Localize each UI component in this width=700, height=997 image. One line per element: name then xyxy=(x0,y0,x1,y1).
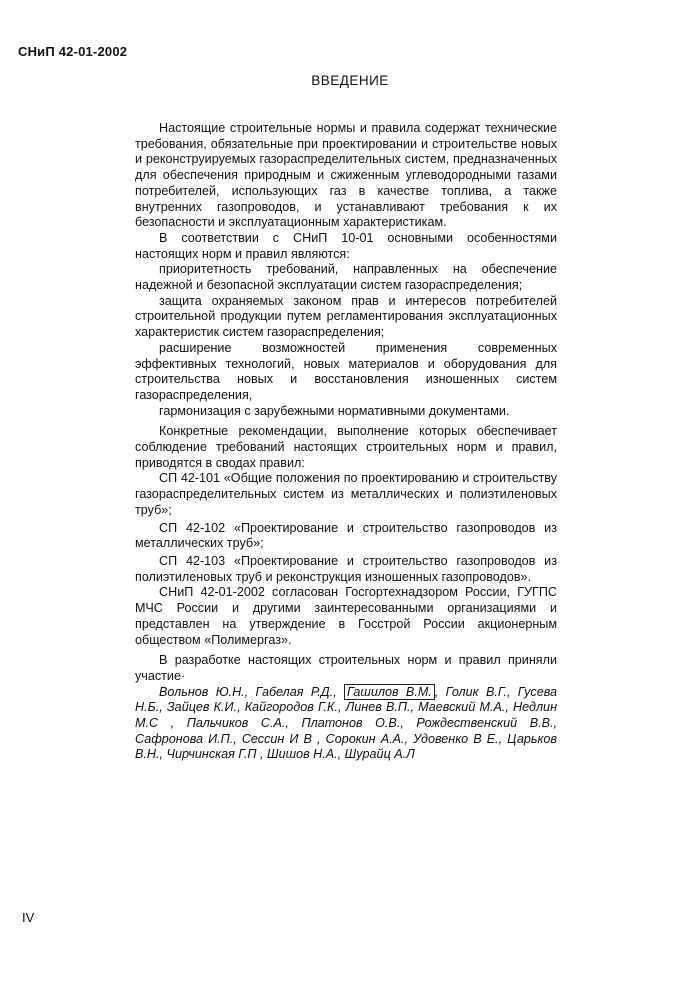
paragraph-feature-harmonization: гармонизация с зарубежными нормативными документами. xyxy=(159,403,510,418)
paragraph-approval: СНиП 42-01-2002 согласован Госгортехнадзором России, ГУГПС МЧС России и другими заинтересованными организациями и представлен на утверждение в Госстрой России акционерным обществом «Полимергаз». xyxy=(135,585,557,647)
page-number: IV xyxy=(22,910,35,925)
paragraph-sp-42-102: СП 42-102 «Проектирование и строительство газопроводов из металлических труб»; xyxy=(135,520,557,551)
highlighted-author: Гашилов В.М. xyxy=(344,684,435,700)
authors-after: , Голик В.Г., Гусева Н.Б., Зайцев К.И., Кайгородов Г.К., Линев В.П., Маевский М.А., Недлин М.С , Пальчиков С.А., Платонов О.В., Рождественский В.В., Сафронова И.П., Сессин И В , Сорокин А.А., Удовенко В Е., Царьков В.Н., Чирчинская Г.П , Шишов Н.А., Шурайц А.Л xyxy=(135,684,557,762)
paragraph-feature-technologies: расширение возможностей применения современных эффективных технологий, новых материалов и оборудования для строительства новых и восстановления изношенных систем газораспределения, xyxy=(135,340,557,402)
paragraph-intro: Настоящие строительные нормы и правила содержат технические требования, обязательные при проектировании и строительстве новых и реконструируемых газораспределительных систем, предназначенных для обеспечения природным и сжиженным углеводородными газами потребителей, использующих газ в качестве топлива, а также внутренних газопроводов, и устанавливают требования к их безопасности и эксплуатационным характеристикам. xyxy=(135,121,557,230)
body-text xyxy=(135,121,557,763)
document-code: СНиП 42-01-2002 xyxy=(18,44,128,59)
paragraph-feature-priority: приоритетность требований, направленных на обеспечение надежной и безопасной эксплуатации систем газораспределения; xyxy=(135,262,557,293)
paragraph-recommendations: Конкретные рекомендации, выполнение которых обеспечивает соблюдение требований настоящих строительных норм и правил, приводятся в сводах правил: xyxy=(135,424,557,470)
section-title: ВВЕДЕНИЕ xyxy=(311,73,389,88)
authors-before: Вольнов Ю.Н., Габелая Р.Д., xyxy=(159,684,337,699)
paragraph-sp-42-103: СП 42-103 «Проектирование и строительство газопроводов из полиэтиленовых труб и реконструкция изношенных газопроводов». xyxy=(135,553,557,584)
paragraph-participants-lead: В разработке настоящих строительных норм и правил приняли участие· xyxy=(135,653,557,683)
authors-list xyxy=(135,685,557,764)
paragraph-feature-protection: защита охраняемых законом прав и интересов потребителей строительной продукции путем регламентирования эксплуатационных характеристик систем газораспределения; xyxy=(135,293,557,340)
paragraph-sp-42-101: СП 42-101 «Общие положения по проектированию и строительству газораспределительных систем из металлических и полиэтиленовых труб»; xyxy=(135,471,557,517)
paragraph-features-lead: В соответствии с СНиП 10-01 основными особенностями настоящих норм и правил являются: xyxy=(135,230,557,261)
